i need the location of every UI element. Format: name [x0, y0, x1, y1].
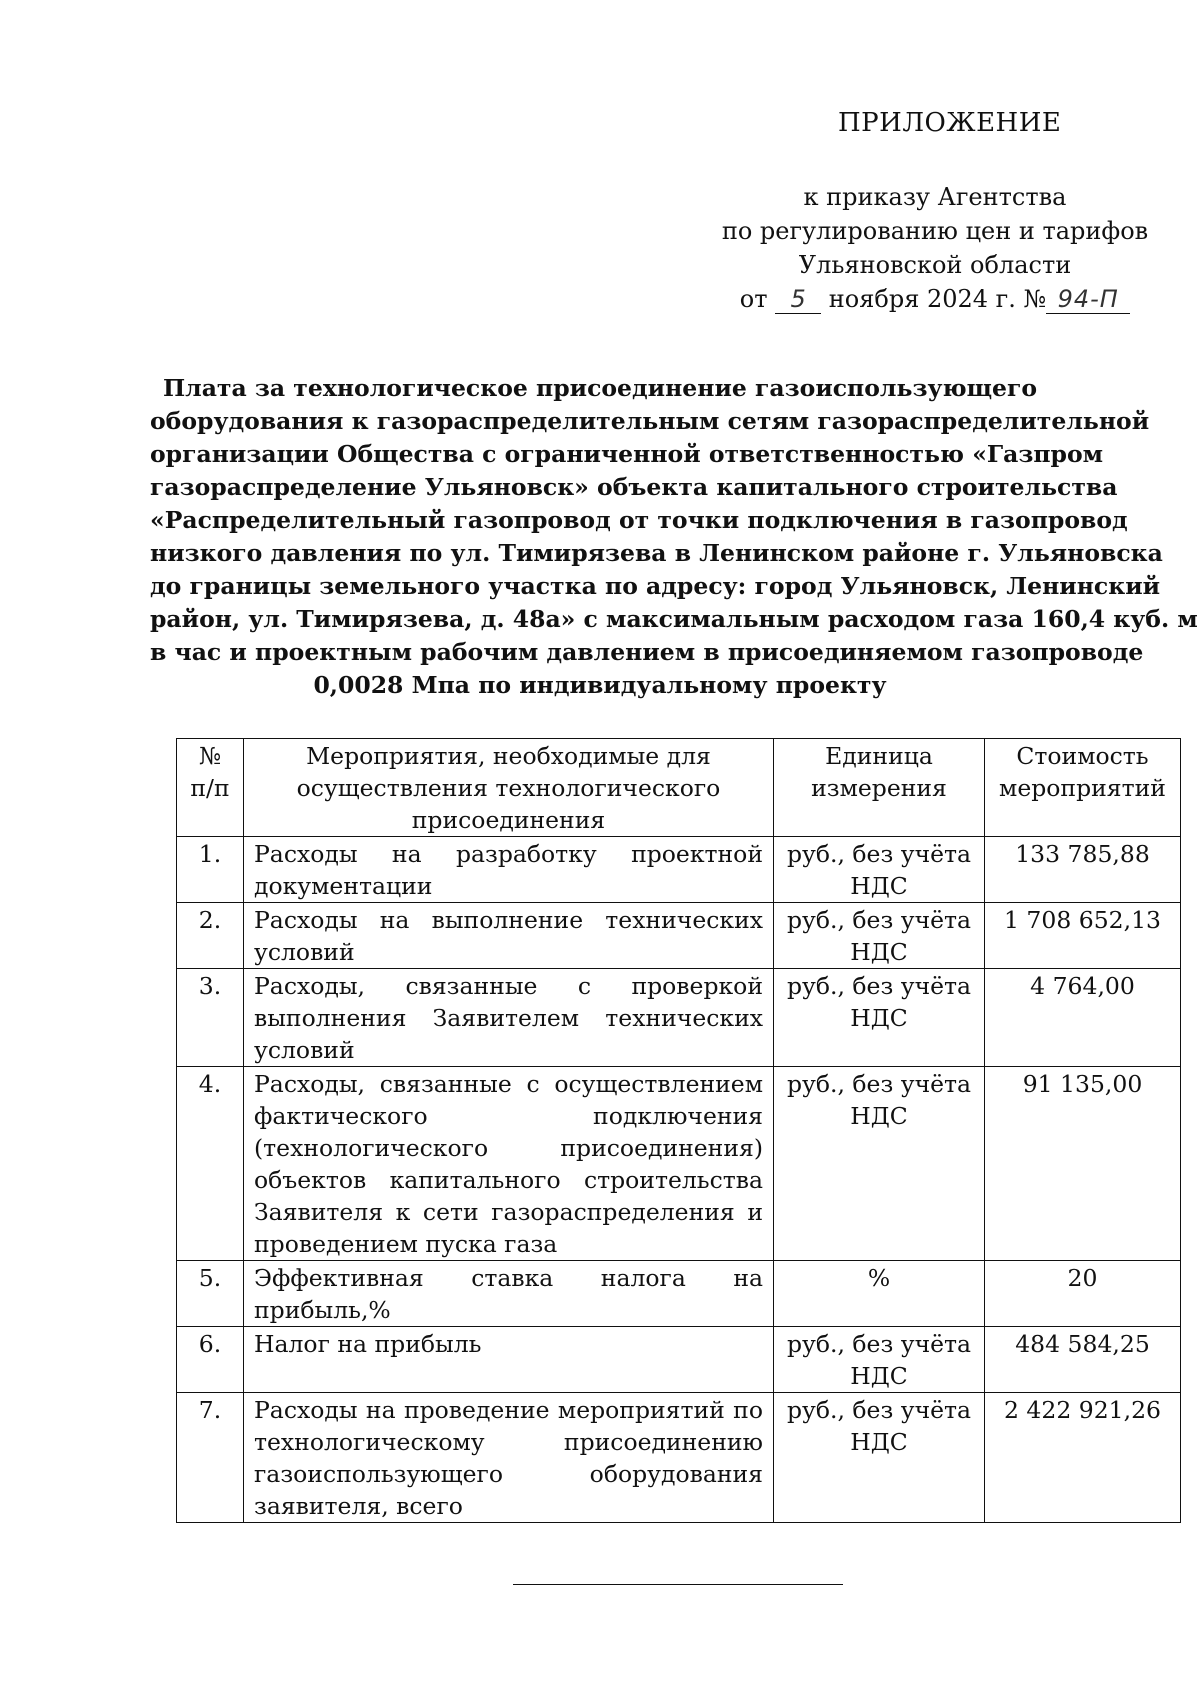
row-num: 6. — [177, 1327, 244, 1393]
row-name: Расходы на проведение мероприятий по технологическому присоединению газоиспользующего оборудования заявителя, всего — [244, 1393, 774, 1523]
handwritten-order-number: 94-П — [1046, 285, 1130, 314]
row-cost: 2 422 921,26 — [985, 1393, 1181, 1523]
order-ref-line-2: по регулированию цен и тарифов — [721, 217, 1149, 245]
row-name: Расходы, связанные с проверкой выполнения Заявителем технических условий — [244, 969, 774, 1067]
table-row — [177, 1261, 1181, 1327]
row-num: 7. — [177, 1393, 244, 1523]
row-unit: руб., без учёта НДС — [774, 903, 985, 969]
header-unit: Единица измерения — [774, 739, 985, 837]
appendix-title: ПРИЛОЖЕНИЕ — [838, 108, 1062, 138]
title-line: оборудования к газораспределительным сетям газораспределительной — [150, 407, 1150, 435]
row-unit: руб., без учёта НДС — [774, 1393, 985, 1523]
row-unit: % — [774, 1261, 985, 1327]
title-line: в час и проектным рабочим давлением в присоединяемом газопроводе — [150, 638, 1144, 666]
row-name: Расходы, связанные с осуществлением фактического подключения (технологического присоединения) объектов капитального строительства Заявителя к сети газораспределения и проведением пуска газа — [244, 1067, 774, 1261]
title-line: Плата за технологическое присоединение газоиспользующего — [162, 374, 1038, 402]
title-line: низкого давления по ул. Тимирязева в Ленинском районе г. Ульяновска — [150, 539, 1163, 567]
row-name: Расходы на выполнение технических условий — [244, 903, 774, 969]
table-header-row — [177, 739, 1181, 837]
header-num: № п/п — [177, 739, 244, 837]
title-line: организации Общества с ограниченной ответственностью «Газпром — [150, 440, 1104, 468]
header-cost: Стоимость мероприятий — [985, 739, 1181, 837]
closing-divider — [513, 1584, 843, 1585]
row-num: 3. — [177, 969, 244, 1067]
header-name: Мероприятия, необходимые для осуществления технологического присоединения — [244, 739, 774, 837]
row-num: 5. — [177, 1261, 244, 1327]
row-num: 1. — [177, 837, 244, 903]
order-ref-line-3: Ульяновской области — [798, 251, 1072, 279]
row-unit: руб., без учёта НДС — [774, 1067, 985, 1261]
title-line: район, ул. Тимирязева, д. 48а» с максимальным расходом газа 160,4 куб. м — [150, 605, 1198, 633]
table-row — [177, 1067, 1181, 1261]
row-cost: 20 — [985, 1261, 1181, 1327]
document-title — [150, 372, 1198, 702]
row-unit: руб., без учёта НДС — [774, 1327, 985, 1393]
row-cost: 133 785,88 — [985, 837, 1181, 903]
title-line: 0,0028 Мпа по индивидуальному проекту — [313, 671, 887, 699]
table-row — [177, 903, 1181, 969]
title-line: «Распределительный газопровод от точки подключения в газопровод — [150, 506, 1128, 534]
row-name: Эффективная ставка налога на прибыль,% — [244, 1261, 774, 1327]
date-rest: ноября 2024 г. № — [828, 285, 1047, 313]
table-row — [177, 837, 1181, 903]
row-cost: 4 764,00 — [985, 969, 1181, 1067]
table-row — [177, 1327, 1181, 1393]
cost-table — [176, 738, 1181, 1523]
row-num: 4. — [177, 1067, 244, 1261]
date-prefix: от — [739, 285, 768, 313]
row-cost: 91 135,00 — [985, 1067, 1181, 1261]
table-row — [177, 1393, 1181, 1523]
table-row — [177, 969, 1181, 1067]
handwritten-day: 5 — [775, 285, 821, 314]
row-unit: руб., без учёта НДС — [774, 969, 985, 1067]
order-ref-line-1: к приказу Агентства — [803, 183, 1067, 211]
row-unit: руб., без учёта НДС — [774, 837, 985, 903]
row-cost: 1 708 652,13 — [985, 903, 1181, 969]
row-name: Налог на прибыль — [244, 1327, 774, 1393]
row-num: 2. — [177, 903, 244, 969]
row-cost: 484 584,25 — [985, 1327, 1181, 1393]
title-line: до границы земельного участка по адресу: город Ульяновск, Ленинский — [150, 572, 1161, 600]
order-reference — [700, 180, 1170, 316]
row-name: Расходы на разработку проектной документации — [244, 837, 774, 903]
order-date-line — [700, 282, 1170, 316]
title-line: газораспределение Ульяновск» объекта капитального строительства — [150, 473, 1118, 501]
